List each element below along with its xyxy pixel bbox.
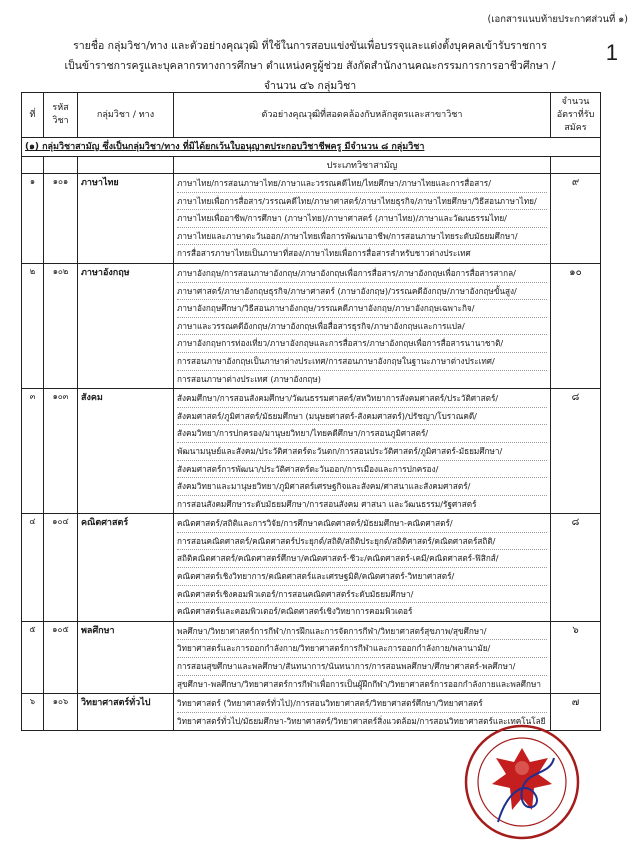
quota-count: ๙ <box>551 174 601 264</box>
qualification-line: คณิตศาสตร์/สถิติและการวิจัย/การศึกษาคณิตศาสตร์/มัธยมศึกษา-คณิตศาสตร์/ <box>177 515 547 533</box>
subject-group: คณิตศาสตร์ <box>78 514 174 622</box>
official-seal-stamp <box>458 718 586 846</box>
qualification-line: การสอนคณิตศาสตร์/คณิตศาสตร์ประยุกต์/สถิติ/สถิติประยุกต์/สถิติศาสตร์/คณิตศาสตร์สถิติ/ <box>177 533 547 551</box>
subject-code: ๑๐๒ <box>44 263 78 388</box>
qualification-line: สังคมศาสตร์การพัฒนา/ประวัติศาสตร์ตะวันออก/การเมืองและการปกครอง/ <box>177 461 547 479</box>
subject-group: พลศึกษา <box>78 621 174 693</box>
qualification-line: วิทยาศาสตร์และการออกกำลังกาย/วิทยาศาสตร์การกีฬาและการออกกำลังกาย/พลานามัย/ <box>177 640 547 658</box>
page-number: 1 <box>605 40 618 65</box>
qualification-line: สังคมศึกษา/การสอนสังคมศึกษา/วัฒนธรรมศาสตร์/สหวิทยาการสังคมศาสตร์/ประวัติศาสตร์/ <box>177 390 547 408</box>
qualification-line: ภาษาไทยเพื่อการสื่อสาร/วรรณคดีไทย/ภาษาศาสตร์/ภาษาไทยธุรกิจ/ภาษาไทยศึกษา/วิธีสอนภาษาไทย/ <box>177 193 547 211</box>
quota-count: ๘ <box>551 514 601 622</box>
subheading: ประเภทวิชาสามัญ <box>174 157 551 174</box>
qualification-line: คณิตศาสตร์และคอมพิวเตอร์/คณิตศาสตร์เชิงวิทยาการคอมพิวเตอร์ <box>177 606 413 617</box>
subject-code: ๑๐๔ <box>44 514 78 622</box>
table-row <box>22 389 601 514</box>
row-number: ๑ <box>22 174 44 264</box>
qualification-line: ภาษาอังกฤษศึกษา/วิธีสอนภาษาอังกฤษ/วรรณคดีภาษาอังกฤษ/ภาษาอังกฤษเฉพาะกิจ/ <box>177 300 547 318</box>
subheading-row <box>22 157 601 174</box>
table-row <box>22 621 601 693</box>
qualification-line: ภาษาไทยและภาษาตะวันออก/ภาษาไทยเพื่อการพัฒนาอาชีพ/การสอนภาษาไทยระดับมัธยมศึกษา/ <box>177 228 547 246</box>
section-row <box>22 138 601 157</box>
qualification-line: การสอนภาษาต่างประเทศ (ภาษาอังกฤษ) <box>177 373 321 384</box>
title-line-1: รายชื่อ กลุ่มวิชา/ทาง และตัวอย่างคุณวุฒิ ที่ใช้ในการสอบแข่งขันเพื่อบรรจุและแต่งตั้งบุคคลเข้ารับราชการ <box>73 40 547 52</box>
qualification-examples <box>174 263 551 388</box>
header-examples: ตัวอย่างคุณวุฒิที่สอดคล้องกับหลักสูตรและสาขาวิชา <box>174 93 551 138</box>
table-row <box>22 263 601 388</box>
qualification-line: พัฒนามนุษย์และสังคม/ประวัติศาสตร์ตะวันตก/การสอนประวัติศาสตร์/ภูมิศาสตร์-มัธยมศึกษา/ <box>177 443 547 461</box>
qualification-line: สังคมวิทยา/การปกครอง/มานุษยวิทยา/ไทยคดีศึกษา/การสอนภูมิศาสตร์/ <box>177 425 547 443</box>
quota-count: ๘ <box>551 389 601 514</box>
qualification-examples <box>174 514 551 622</box>
table-row <box>22 514 601 622</box>
qualification-line: วิทยาศาสตร์ทั่วไป/มัธยมศึกษา-วิทยาศาสตร์/วิทยาศาสตร์สิ่งแวดล้อม/การสอนวิทยาศาสตร์และเทคโนโลยี <box>177 715 546 726</box>
subject-group-table <box>21 92 601 731</box>
qualification-line: ภาษาและวรรณคดีอังกฤษ/ภาษาอังกฤษเพื่อสื่อสารธุรกิจ/ภาษาอังกฤษและการแปล/ <box>177 318 547 336</box>
qualification-line: พลศึกษา/วิทยาศาสตร์การกีฬา/การฝึกและการจัดการกีฬา/วิทยาศาสตร์สุขภาพ/สุขศึกษา/ <box>177 623 547 641</box>
header-group: กลุ่มวิชา / ทาง <box>78 93 174 138</box>
qualification-line: คณิตศาสตร์เชิงคอมพิวเตอร์/การสอนคณิตศาสตร์ระดับมัธยมศึกษา/ <box>177 586 547 604</box>
header-quota: จำนวนอัตราที่รับสมัคร <box>551 93 601 138</box>
qualification-line: สังคมศาสตร์/ภูมิศาสตร์/มัธยมศึกษา (มนุษยศาสตร์-สังคมศาสตร์)/ปรัชญา/โบราณคดี/ <box>177 408 547 426</box>
subject-group: ภาษาอังกฤษ <box>78 263 174 388</box>
qualification-line: สถิติคณิตศาสตร์/คณิตศาสตร์ศึกษา/คณิตศาสตร์-ชีวะ/คณิตศาสตร์-เคมี/คณิตศาสตร์-ฟิสิกส์/ <box>177 550 547 568</box>
subject-code: ๑๐๑ <box>44 174 78 264</box>
subject-group: สังคม <box>78 389 174 514</box>
qualification-line: วิทยาศาสตร์ (วิทยาศาสตร์ทั่วไป)/การสอนวิทยาศาสตร์/วิทยาศาสตร์ศึกษา/วิทยาศาสตร์ <box>177 695 547 713</box>
row-number: ๔ <box>22 514 44 622</box>
header-code: รหัสวิชา <box>44 93 78 138</box>
qualification-line: สุขศึกษา-พลศึกษา/วิทยาศาสตร์การกีฬาเพื่อการเป็นผู้ฝึกกีฬา/วิทยาศาสตร์การออกกำลังกายและพลศึกษา <box>177 678 541 689</box>
subject-code: ๑๐๓ <box>44 389 78 514</box>
subject-code: ๑๐๖ <box>44 694 78 731</box>
qualification-examples <box>174 621 551 693</box>
title-line-2: เป็นข้าราชการครูและบุคลากรทางการศึกษา ตำแหน่งครูผู้ช่วย สังกัดสำนักงานคณะกรรมการการอาชีวศึกษา / จำนวน ๔๖ กลุ่มวิชา <box>64 60 556 92</box>
qualification-line: คณิตศาสตร์เชิงวิทยาการ/คณิตศาสตร์และเศรษฐมิติ/คณิตศาสตร์-วิทยาศาสตร์/ <box>177 568 547 586</box>
header-no: ที่ <box>22 93 44 138</box>
qualification-line: สังคมวิทยาและมานุษยวิทยา/ภูมิศาสตร์เศรษฐกิจและสังคม/ศาสนาและสังคมศาสตร์/ <box>177 478 547 496</box>
row-number: ๒ <box>22 263 44 388</box>
qualification-line: การสอนสังคมศึกษาระดับมัธยมศึกษา/การสอนสังคม ศาสนา และวัฒนธรรม/รัฐศาสตร์ <box>177 498 477 509</box>
quota-count: ๖ <box>551 621 601 693</box>
row-number: ๓ <box>22 389 44 514</box>
subject-group: วิทยาศาสตร์ทั่วไป <box>78 694 174 731</box>
row-number: ๖ <box>22 694 44 731</box>
document-title <box>60 36 560 96</box>
table-header-row <box>22 93 601 138</box>
annex-note: (เอกสารแนบท้ายประกาศส่วนที่ ๑) <box>487 14 628 25</box>
qualification-line: ภาษาไทย/การสอนภาษาไทย/ภาษาและวรรณคดีไทย/ไทยศึกษา/ภาษาไทยและการสื่อสาร/ <box>177 175 547 193</box>
quota-count: ๑๐ <box>551 263 601 388</box>
qualification-examples <box>174 389 551 514</box>
quota-count: ๗ <box>551 694 601 731</box>
qualification-line: การสื่อสารภาษาไทยเป็นภาษาที่สอง/ภาษาไทยเพื่อการสื่อสารสำหรับชาวต่างประเทศ <box>177 248 471 259</box>
row-number: ๕ <box>22 621 44 693</box>
subject-code: ๑๐๕ <box>44 621 78 693</box>
section-title: (๑) กลุ่มวิชาสามัญ ซึ่งเป็นกลุ่มวิชา/ทาง ที่มิได้ยกเว้นใบอนุญาตประกอบวิชาชีพครู มีจำนวน ๘ กลุ่มวิชา <box>25 142 425 152</box>
table-row <box>22 174 601 264</box>
qualification-line: ภาษาอังกฤษการท่องเที่ยว/ภาษาอังกฤษและการสื่อสาร/ภาษาอังกฤษเพื่อการสื่อสารนานาชาติ/ <box>177 335 547 353</box>
qualification-examples <box>174 174 551 264</box>
qualification-line: การสอนสุขศึกษาและพลศึกษา/สันทนาการ/นันทนาการ/การสอนพลศึกษา/ศึกษาศาสตร์-พลศึกษา/ <box>177 658 547 676</box>
subject-group: ภาษาไทย <box>78 174 174 264</box>
qualification-line: ภาษาไทยเพื่ออาชีพ/การศึกษา (ภาษาไทย)/ภาษาศาสตร์ (ภาษาไทย)/ภาษาและวัฒนธรรมไทย/ <box>177 210 547 228</box>
qualification-line: ภาษาศาสตร์/ภาษาอังกฤษธุรกิจ/ภาษาศาสตร์ (ภาษาอังกฤษ)/วรรณคดีอังกฤษ/ภาษาอังกฤษขั้นสูง/ <box>177 283 547 301</box>
qualification-line: การสอนภาษาอังกฤษเป็นภาษาต่างประเทศ/การสอนภาษาอังกฤษในฐานะภาษาต่างประเทศ/ <box>177 353 547 371</box>
qualification-line: ภาษาอังกฤษ/การสอนภาษาอังกฤษ/ภาษาอังกฤษเพื่อการสื่อสาร/ภาษาอังกฤษเพื่อการสื่อสารสากล/ <box>177 265 547 283</box>
